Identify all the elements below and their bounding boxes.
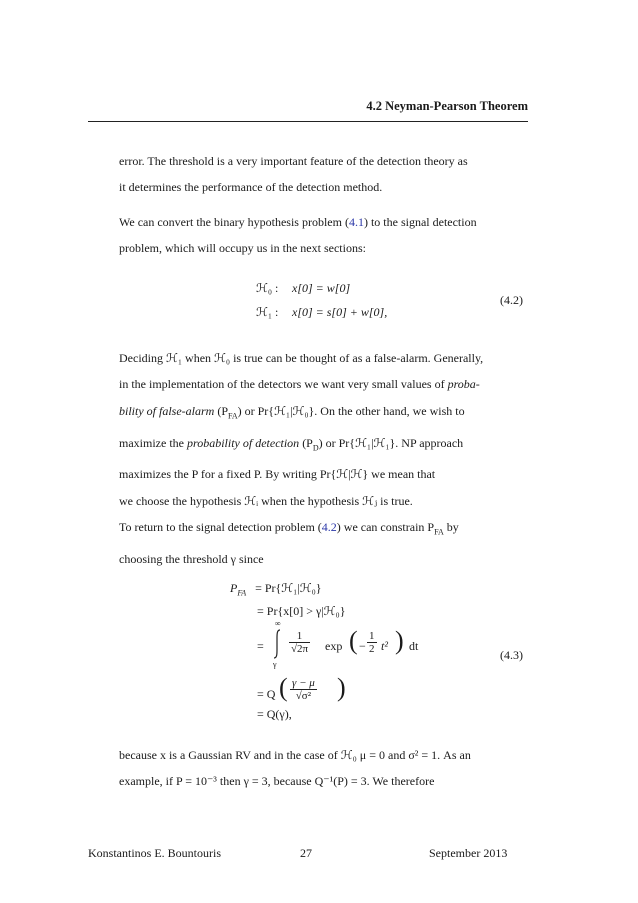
p4-line1: To return to the signal detection problem (4.2) we can constrain $P_{FA}$ by [119,520,459,537]
paragraph-1 [119,148,529,201]
p5-line2: example, if P = 10⁻³ then γ = 3, because Q⁻¹(P) = 3. We therefore [119,774,435,789]
h0-label: ℋ₀ : [256,281,279,295]
footer-page-number: 27 [300,846,312,860]
equation-ref-4-1[interactable]: 4.1 [348,215,364,229]
eq43-line1: $P_{FA}$ = Pr{ℋ₁|ℋ₀} [230,581,322,598]
eq43-line5: = Q(γ), [257,707,292,721]
h1-expr: x[0] = s[0] + w[0], [292,305,388,319]
lower-limit: γ [273,660,277,669]
p4-line2: choosing the threshold γ since [119,551,264,566]
eq43-line2: = Pr{x[0] > γ|ℋ₀} [257,604,346,618]
p3-line2: in the implementation of the detectors we want very small values of proba- [119,377,480,392]
p2-line2: problem, which will occupy us in the next sections: [119,241,366,256]
p3-line3: bility of false-alarm $(P_{FA})$ or Pr{ℋ₁|ℋ₀}. On the other hand, we wish to [119,403,465,421]
paragraph-4 [119,514,529,572]
h0-expr: x[0] = w[0] [292,281,351,295]
paragraph-2 [119,209,529,262]
equation-number-4-2: (4.2) [500,293,523,307]
header-rule [88,121,528,122]
upper-limit: ∞ [275,619,281,628]
eq43-line3: = ∞ γ $\frac{1}{√2\pi}$ exp ( − $\frac{1}{2}$ t² ) dt [257,619,419,669]
p3-line4: maximize the probability of detection $(P_D)$ or Pr{ℋ₁|ℋ₁}. NP approach [119,435,464,452]
equation-number-4-3: (4.3) [500,648,523,662]
equation-ref-4-2[interactable]: 4.2 [321,520,337,534]
fraction-gamma-mu-over-sigma: $\frac{\gamma - \mu}{\text{√σ²}}$ [292,677,315,702]
p3-line6: we choose the hypothesis ℋᵢ when the hypothesis ℋⱼ is true. [119,493,413,508]
eq42-row-h0 [256,281,350,296]
footer-author: Konstantinos E. Bountouris [88,846,222,860]
p3-line1: Deciding ℋ₁ when ℋ₀ is true can be thought of as a false-alarm. Generally, [119,351,484,365]
footer-date: September 2013 [429,846,508,860]
paragraph-5 [119,742,529,795]
p1-line2: it determines the performance of the detection method. [119,180,383,195]
p5-line1: because x is a Gaussian RV and in the case of ℋ₀ μ = 0 and σ² = 1. As an [119,748,471,762]
integral-sign [271,628,283,660]
paragraph-3 [119,345,529,514]
p3-line5: maximizes the P for a fixed P. By writing Pr{ℋ|ℋ} we mean that [119,467,436,482]
p1-line1: error. The threshold is a very important feature of the detection theory as [119,154,468,168]
eq43-line4: = Q ( $\frac{\gamma - \mu}{\text{√σ²}}$ ) [257,673,346,702]
eq42-row-h1 [256,305,387,320]
fraction-1-over-sqrt2pi: $\frac{1}{√2\pi}$ [291,630,309,655]
p2-line1: We can convert the binary hypothesis problem (4.1) to the signal detection [119,215,477,229]
fraction-one-half: $\frac{1}{2}$ [369,630,375,655]
running-header-title: 4.2 Neyman-Pearson Theorem [366,99,528,113]
h1-label: ℋ₁ : [256,305,279,319]
